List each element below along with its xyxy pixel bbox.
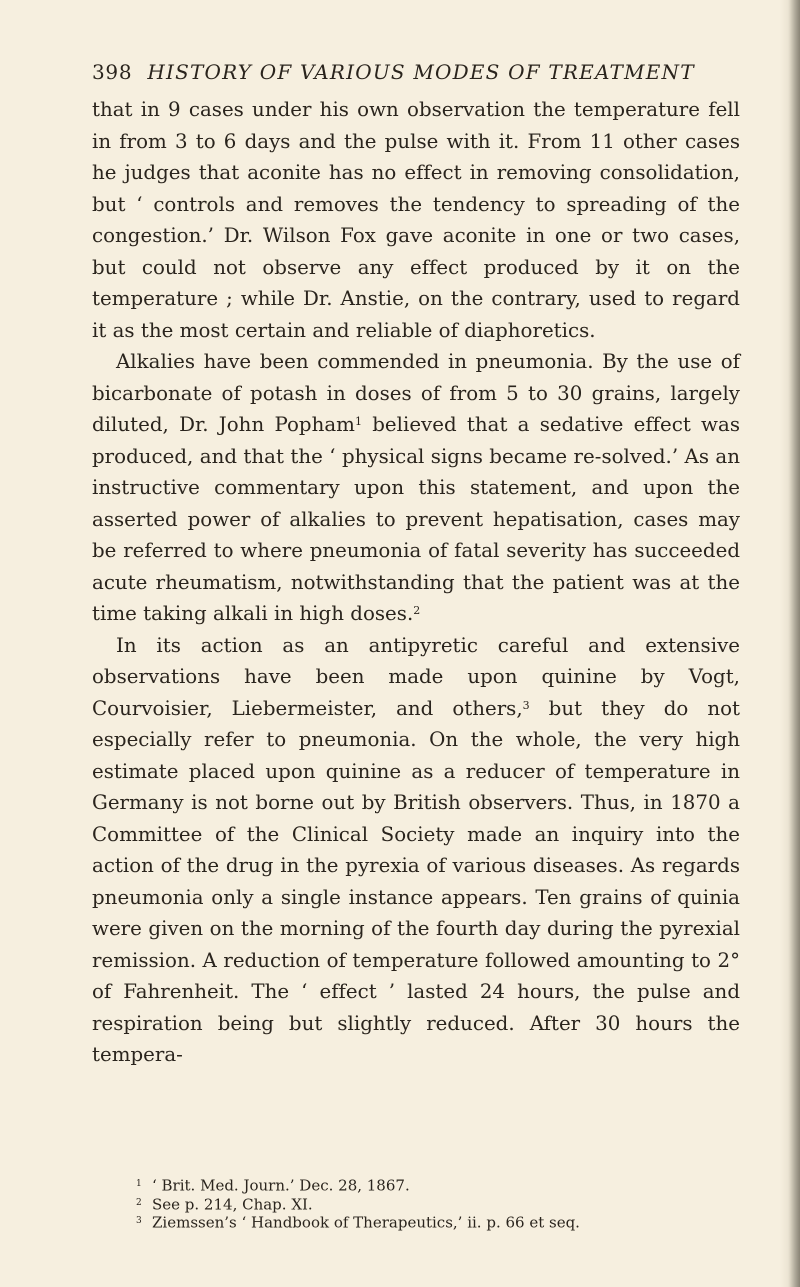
running-title: HISTORY OF VARIOUS MODES OF TREATMENT — [147, 60, 695, 84]
paragraph-3-part-2: but they do not especially refer to pneumonia. On the whole, the very high estimate placed upon quinine as a reducer of temperature in Germany is not borne out by British observers. Thus, in 1870 a Committee of the Clinical Society made an inquiry into the action of the drug in the pyrexia of various diseases. As regards pneumonia only a single instance appears. Ten grains of quinia were given on the morning of the fourth day during the pyrexial remission. A reduction of temperature followed amounting to 2° of Fahrenheit. The ‘ effect ’ lasted 24 hours, the pulse and respiration being but slightly reduced. After 30 hours the tempera- — [92, 696, 740, 1066]
footnote-mark: 2 — [136, 1197, 142, 1208]
paragraph-2-part-2: believed that a sedative effect was produced, and that the ‘ physical signs became re-solved.’ As an instructive commentary upon this statement, and upon the asserted power of alkalies to prevent hepatisation, cases may be referred to where pneumonia of fatal severity has succeeded acute rheumatism, notwithstanding that the patient was at the time taking alkali in high doses. — [92, 413, 740, 625]
footnotes — [136, 1176, 736, 1232]
footnote-ref-2: 2 — [413, 603, 421, 617]
footnote-ref-3: 3 — [522, 698, 530, 712]
page-header — [92, 60, 742, 90]
footnote-ref-1: 1 — [354, 414, 362, 428]
paragraph-2-part-1: Alkalies have been commended in pneumonia. By the use of bicarbonate of potash in doses of from 5 to 30 grains, largely diluted, Dr. John Popham — [92, 350, 740, 436]
page-number: 398 — [92, 60, 133, 84]
footnote-item — [136, 1176, 736, 1195]
paragraph-3-part-1: In its action as an antipyretic careful and extensive observations have been made upon quinine by Vogt, Courvoisier, Liebermeister, and others, — [92, 633, 740, 720]
main-text — [92, 94, 740, 1071]
footnote-item — [136, 1213, 736, 1232]
footnote-text: See p. 214, Chap. XI. — [152, 1195, 313, 1213]
page-edge-shadow — [788, 0, 800, 1287]
footnote-text: Ziemssen’s ‘ Handbook of Therapeutics,’ ii. p. 66 et seq. — [152, 1213, 580, 1232]
paragraph-1: that in 9 cases under his own observation the temperature fell in from 3 to 6 days and the pulse with it. From 11 other cases he judges that aconite has no effect in removing consolidation, but ‘ controls and removes the tendency to spreading of the congestion.’ Dr. Wilson Fox gave aconite in one or two cases, but could not observe any effect produced by it on the temperature ; while Dr. Anstie, on the contrary, used to regard it as the most certain and reliable of diaphoretics. — [92, 98, 740, 342]
footnote-item — [136, 1195, 736, 1214]
footnote-text: ‘ Brit. Med. Journ.’ Dec. 28, 1867. — [152, 1176, 410, 1195]
footnote-mark: 1 — [136, 1179, 142, 1189]
paragraph-2 — [92, 346, 740, 630]
footnote-mark: 3 — [136, 1216, 142, 1226]
paragraph-3 — [92, 630, 740, 1071]
